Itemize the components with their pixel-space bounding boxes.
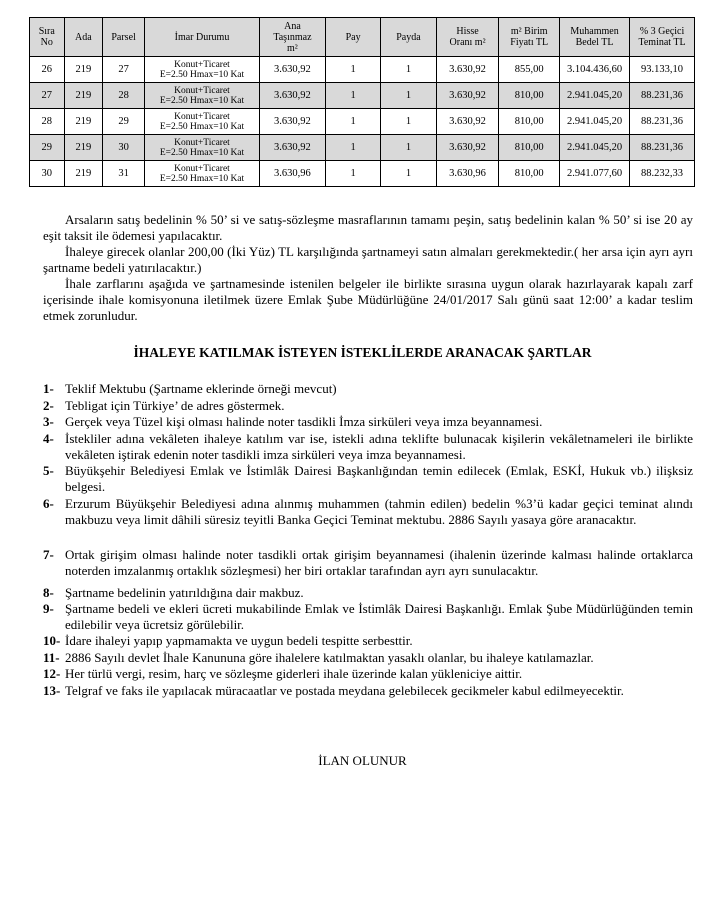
cell-sira: 27	[30, 83, 65, 109]
cell-pay: 1	[325, 161, 380, 187]
requirement-number: 3-	[43, 414, 54, 429]
cell-teminat: 88.231,36	[630, 135, 695, 161]
cell-imar-line: Konut+Ticaret	[174, 85, 230, 96]
cell-imar-line: E=2.50 Hmax=10 Kat	[159, 121, 245, 132]
column-header-line: Hisse	[456, 26, 479, 37]
table-body	[30, 57, 695, 187]
cell-birim: 810,00	[499, 109, 560, 135]
cell-parsel: 30	[103, 135, 145, 161]
requirements-heading: İHALEYE KATILMAK İSTEYEN İSTEKLİLERDE ARANACAK ŞARTLAR	[133, 345, 592, 360]
submission-deadline-text: İhale zarflarını aşağıda ve şartnamesinde istenilen belgeler ile birlikte sırasına uygun olarak hazırlayarak kapalı zarf içerisinde ihale komisyonuna iletilmek üzere Emlak Şube Müdürlüğüne 24/01/2017 Salı günü saat 12:00’ a kadar teslim etmek zorunludur.	[43, 276, 693, 323]
column-header-line: % 3 Geçici	[639, 26, 685, 37]
requirement-text: Gerçek veya Tüzel kişi olması halinde noter tasdikli İmza sirküleri veya imza beyannamesi.	[65, 414, 543, 429]
cell-sira: 29	[30, 135, 65, 161]
cell-pay: 1	[325, 57, 380, 83]
cell-teminat: 88.231,36	[630, 109, 695, 135]
cell-sira: 28	[30, 109, 65, 135]
cell-birim: 810,00	[499, 83, 560, 109]
column-header	[64, 18, 103, 57]
specification-fee-paragraph	[43, 244, 693, 276]
requirement-number: 12-	[43, 666, 61, 681]
cell-imar-line: Konut+Ticaret	[174, 59, 230, 70]
column-header	[144, 18, 259, 57]
parcel-table	[29, 17, 695, 187]
cell-imar-line: E=2.50 Hmax=10 Kat	[159, 95, 245, 106]
cell-pay: 1	[325, 83, 380, 109]
column-header	[103, 18, 145, 57]
column-header-line: Parsel	[111, 31, 136, 43]
cell-hisse: 3.630,92	[436, 135, 499, 161]
payment-terms-text: Arsaların satış bedelinin % 50’ si ve satış-sözleşme masraflarının tamamı peşin, satış bedelinin kalan % 50’ si ise 20 ay eşit taksit ile ödemesi yapılacaktır.	[43, 212, 693, 243]
column-header-line: Bedel TL	[575, 37, 614, 48]
cell-imar	[144, 83, 259, 109]
cell-imar	[144, 57, 259, 83]
cell-ada: 219	[64, 83, 103, 109]
cell-imar-line: E=2.50 Hmax=10 Kat	[159, 69, 245, 80]
cell-ana: 3.630,96	[260, 161, 326, 187]
requirement-text: Erzurum Büyükşehir Belediyesi adına alınmış muhammen (tahmin edilen) bedelin %3’ü kadar geçici teminat alındı makbuzu veya limit dâhili süresiz teyitli Banka Geçici Teminat mektubu. 2886 Sayılı yasaya göre aranacaktır.	[65, 496, 693, 527]
requirement-number: 13-	[43, 683, 61, 698]
cell-muhammen: 2.941.077,60	[560, 161, 630, 187]
cell-ada: 219	[64, 135, 103, 161]
cell-hisse: 3.630,96	[436, 161, 499, 187]
requirement-number: 2-	[43, 398, 54, 413]
table-row	[30, 57, 695, 83]
cell-ana: 3.630,92	[260, 57, 326, 83]
cell-payda: 1	[381, 109, 436, 135]
cell-muhammen: 2.941.045,20	[560, 135, 630, 161]
table-row	[30, 161, 695, 187]
cell-parsel: 27	[103, 57, 145, 83]
payment-terms-paragraph	[43, 212, 693, 244]
requirement-text: Tebligat için Türkiye’ de adres göstermek.	[65, 398, 285, 413]
requirement-text: Teklif Mektubu (Şartname eklerinde örneği mevcut)	[65, 381, 337, 396]
cell-teminat: 88.231,36	[630, 83, 695, 109]
cell-imar-line: Konut+Ticaret	[174, 137, 230, 148]
cell-birim: 810,00	[499, 161, 560, 187]
requirement-text: İdare ihaleyi yapıp yapmamakta ve uygun bedeli tespitte serbesttir.	[65, 633, 413, 648]
requirement-number: 4-	[43, 431, 54, 446]
specification-fee-text: İhaleye girecek olanlar 200,00 (İki Yüz) TL karşılığında şartnameyi satın almaları gerekmektedir.( her arsa için ayrı ayrı şartname bedeli yatırılacaktır.)	[43, 244, 693, 275]
cell-imar-line: E=2.50 Hmax=10 Kat	[159, 147, 245, 158]
requirement-text: 2886 Sayılı devlet İhale Kanununa göre ihalelere katılmaktan yasaklı olanlar, bu ihaleye katılamazlar.	[65, 650, 594, 665]
cell-payda: 1	[381, 161, 436, 187]
column-header-line: Muhammen	[570, 26, 619, 37]
cell-teminat: 88.232,33	[630, 161, 695, 187]
table-row	[30, 109, 695, 135]
cell-birim: 810,00	[499, 135, 560, 161]
cell-ada: 219	[64, 109, 103, 135]
column-header-line: m²	[287, 42, 298, 54]
cell-pay: 1	[325, 109, 380, 135]
cell-muhammen: 3.104.436,60	[560, 57, 630, 83]
column-header	[30, 18, 65, 57]
cell-hisse: 3.630,92	[436, 83, 499, 109]
column-header	[499, 18, 560, 57]
cell-parsel: 28	[103, 83, 145, 109]
cell-hisse: 3.630,92	[436, 109, 499, 135]
requirement-number: 11-	[43, 650, 60, 665]
column-header-line: İmar Durumu	[174, 31, 230, 43]
column-header-line: Fiyatı TL	[510, 37, 549, 48]
cell-sira: 26	[30, 57, 65, 83]
cell-ana: 3.630,92	[260, 83, 326, 109]
column-header-line: Oranı m²	[449, 37, 486, 48]
requirement-text: Büyükşehir Belediyesi Emlak ve İstimlâk Dairesi Başkanlığından temin edilecek (Emlak, ESKİ, Hukuk vb.) ilişksiz belgesi.	[65, 463, 693, 494]
cell-muhammen: 2.941.045,20	[560, 109, 630, 135]
column-header-line: Sıra	[38, 26, 55, 37]
cell-parsel: 29	[103, 109, 145, 135]
cell-pay: 1	[325, 135, 380, 161]
column-header	[325, 18, 380, 57]
submission-deadline-paragraph	[43, 276, 693, 324]
requirement-number: 5-	[43, 463, 54, 478]
column-header	[630, 18, 695, 57]
cell-ada: 219	[64, 161, 103, 187]
cell-ada: 219	[64, 57, 103, 83]
cell-payda: 1	[381, 135, 436, 161]
requirement-text: Şartname bedelinin yatırıldığına dair makbuz.	[65, 585, 304, 600]
column-header-line: No	[40, 37, 53, 48]
column-header-line: Taşınmaz	[273, 31, 312, 43]
cell-birim: 855,00	[499, 57, 560, 83]
column-header-line: Pay	[345, 31, 361, 43]
column-header-line: Teminat TL	[638, 37, 686, 48]
requirement-text: Telgraf ve faks ile yapılacak müracaatlar ve postada meydana gelebilecek gecikmeler kabul edilmeyecektir.	[65, 683, 624, 698]
cell-imar	[144, 109, 259, 135]
requirement-text: Şartname bedeli ve ekleri ücreti mukabilinde Emlak ve İstimlâk Dairesi Başkanlığı. Emlak Şube Müdürlüğünden temin edilebilir veya ücretsiz görülebilir.	[65, 601, 693, 632]
column-header	[260, 18, 326, 57]
column-header	[436, 18, 499, 57]
cell-imar-line: Konut+Ticaret	[174, 163, 230, 174]
table-header-row	[30, 18, 695, 57]
requirement-text: Ortak girişim olması halinde noter tasdikli ortak girişim beyannamesi (ihalenin üzerinde kalması halinde ortaklarca noterden imzalanmış ortaklık sözleşmesi) her biri ortaklar tarafından ayrı ayrı sunulacaktır.	[65, 547, 693, 578]
cell-ana: 3.630,92	[260, 135, 326, 161]
column-header-line: Ada	[75, 31, 92, 43]
cell-imar-line: E=2.50 Hmax=10 Kat	[159, 173, 245, 184]
cell-imar	[144, 161, 259, 187]
requirement-number: 10-	[43, 633, 61, 648]
cell-payda: 1	[381, 57, 436, 83]
requirement-number: 1-	[43, 381, 54, 396]
cell-imar-line: Konut+Ticaret	[174, 111, 230, 122]
column-header-line: m² Birim	[510, 26, 548, 37]
cell-teminat: 93.133,10	[630, 57, 695, 83]
requirement-text: Her türlü vergi, resim, harç ve sözleşme giderleri ihale üzerinde kalan yükleniciye aittir.	[65, 666, 523, 681]
cell-ana: 3.630,92	[260, 109, 326, 135]
cell-payda: 1	[381, 83, 436, 109]
table-row	[30, 83, 695, 109]
column-header	[560, 18, 630, 57]
requirement-text: İstekliler adına vekâleten ihaleye katılım var ise, istekli adına teklifte bulunacak kişilerin vekâletnameleri ile birlikte vekâleten iştirak edenin noter tasdikli imza sirküleri veya imza beyannamesi.	[65, 431, 693, 462]
requirement-number: 9-	[43, 601, 54, 616]
requirement-number: 6-	[43, 496, 54, 511]
table-row	[30, 135, 695, 161]
cell-imar	[144, 135, 259, 161]
column-header	[381, 18, 436, 57]
column-header-line: Payda	[396, 31, 421, 43]
cell-parsel: 31	[103, 161, 145, 187]
column-header-line: Ana	[284, 20, 301, 32]
requirement-number: 7-	[43, 547, 54, 562]
cell-muhammen: 2.941.045,20	[560, 83, 630, 109]
cell-sira: 30	[30, 161, 65, 187]
announcement-closing: İLAN OLUNUR	[318, 753, 407, 768]
requirement-number: 8-	[43, 585, 54, 600]
cell-hisse: 3.630,92	[436, 57, 499, 83]
